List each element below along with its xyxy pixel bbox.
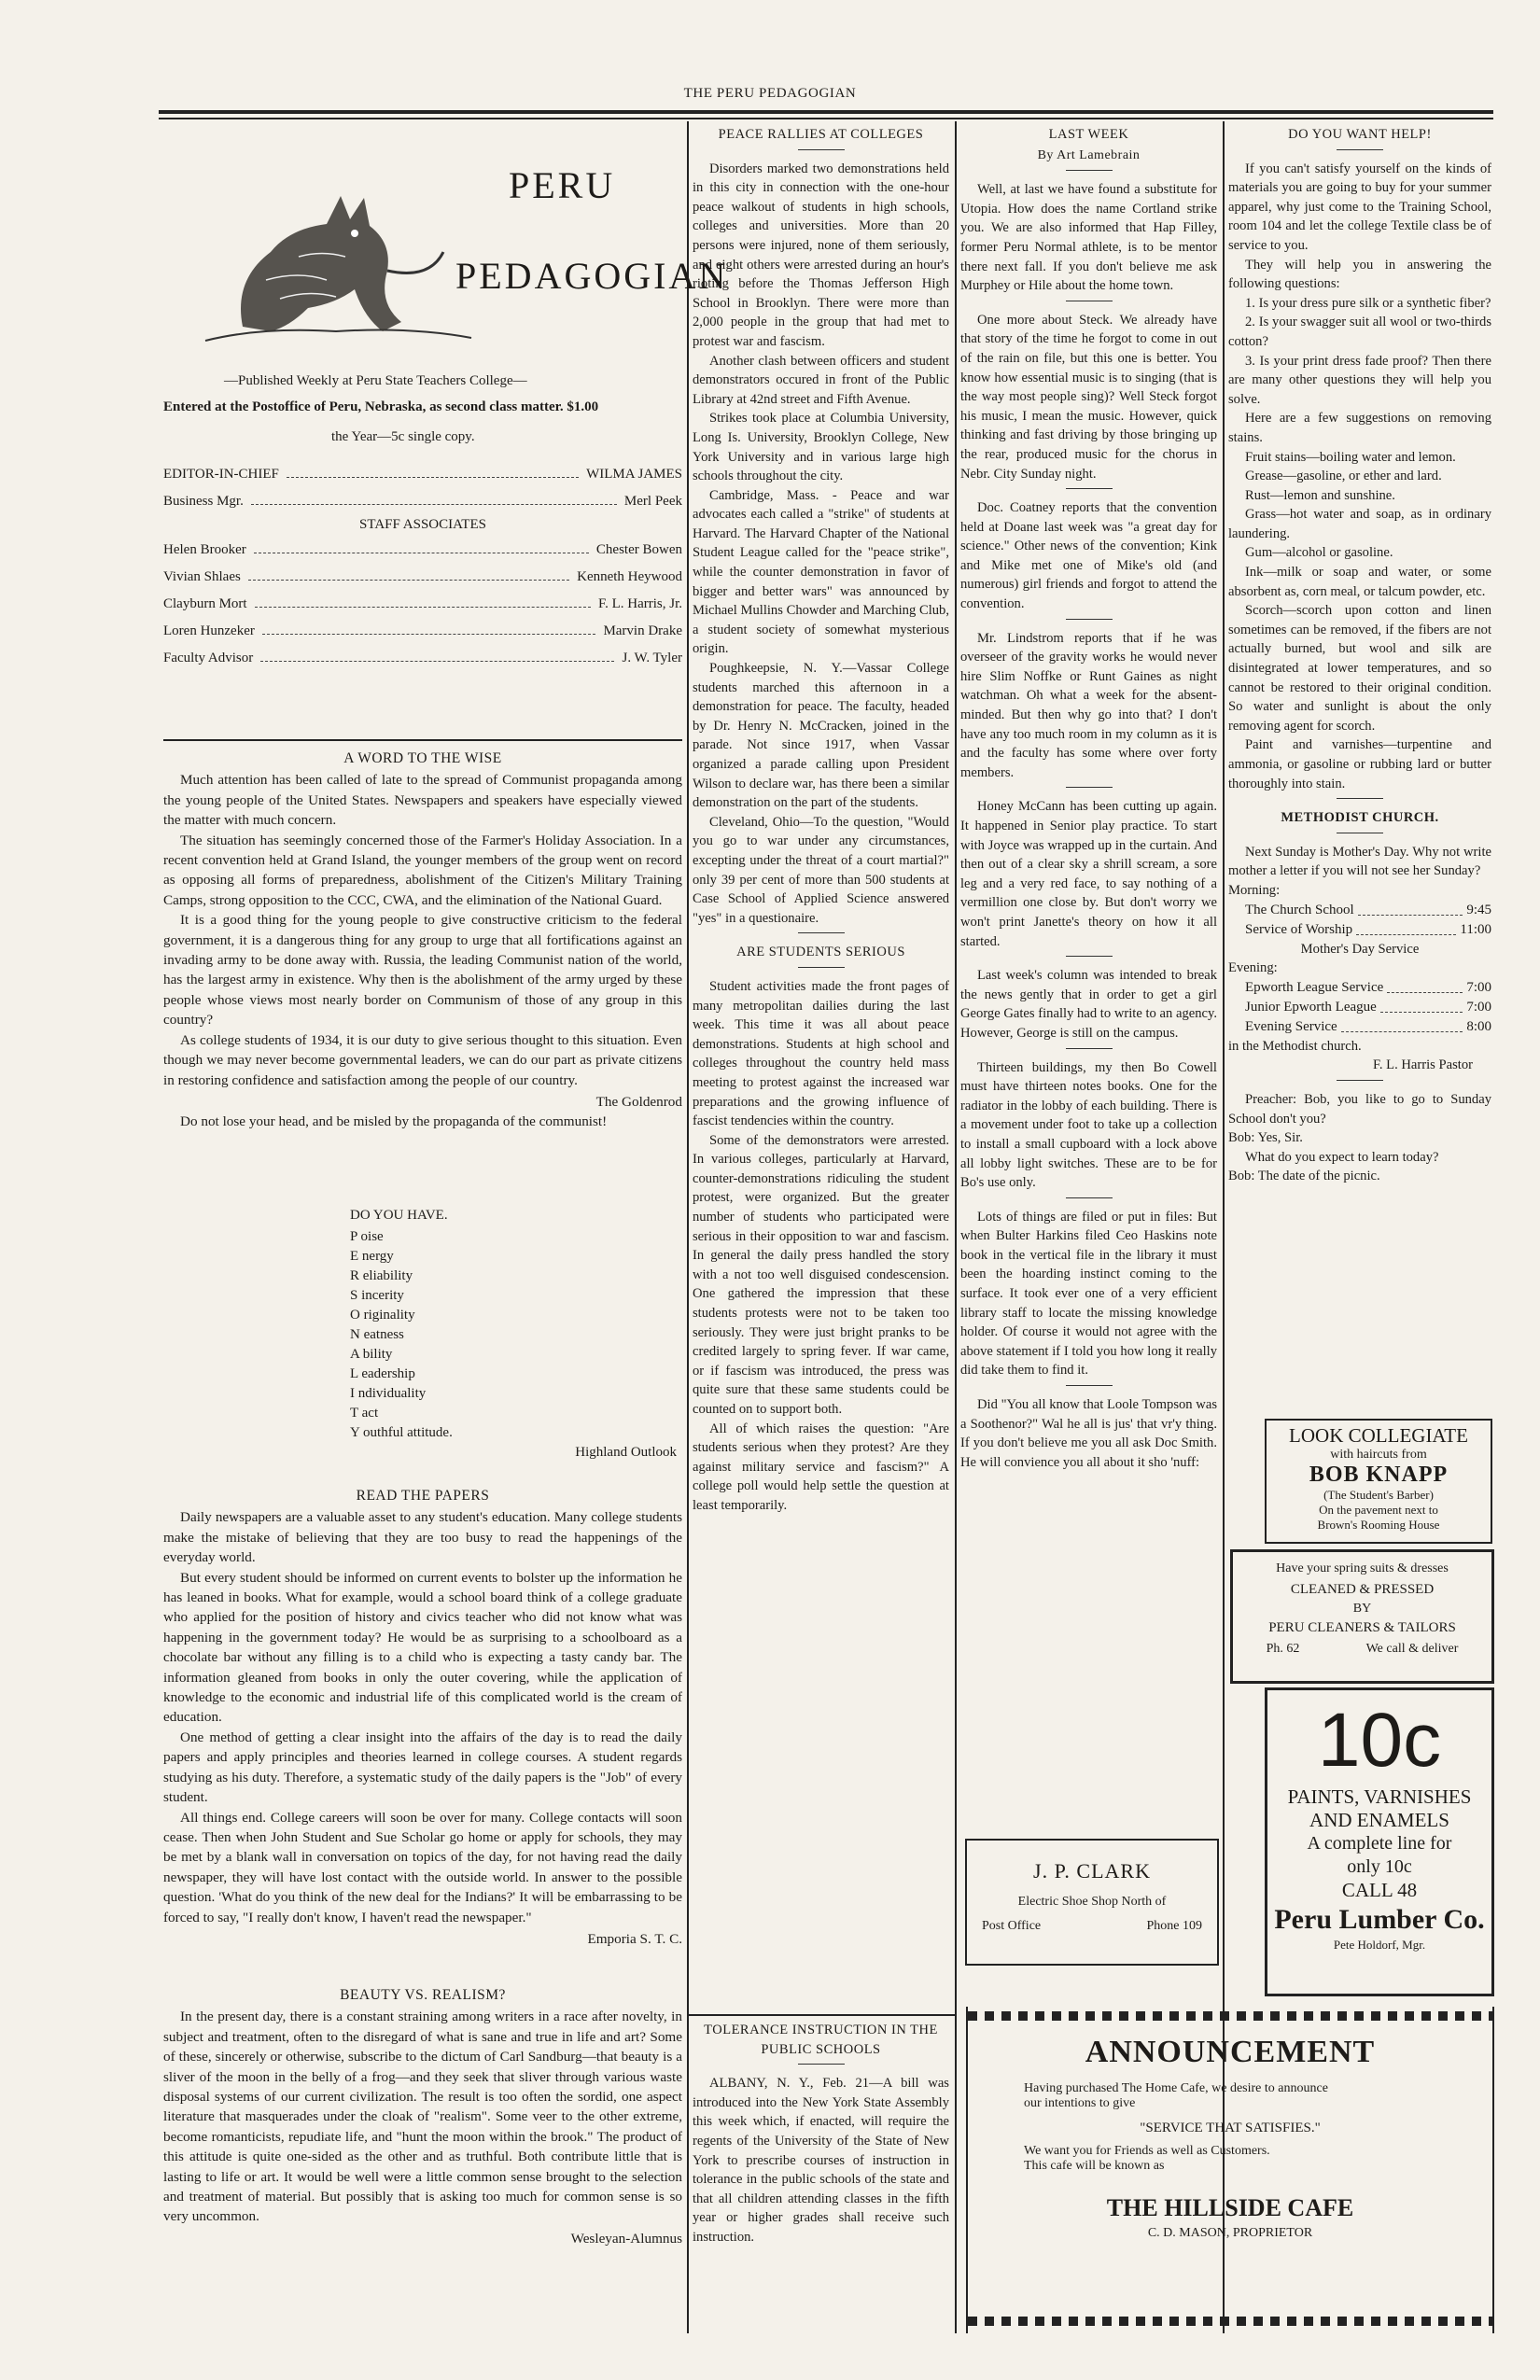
tolerance-rule: [689, 2014, 955, 2016]
acrostic-line: R eliability: [350, 1268, 413, 1283]
staff-advisor-row: [163, 651, 682, 666]
staff-editor-row: [163, 467, 682, 483]
help-stain: Grass—hot water and soap, as in ordinary laundering.: [1228, 507, 1491, 541]
staff-right: Chester Bowen: [595, 542, 682, 557]
word-to-wise-article: [163, 747, 682, 1132]
service-label: Junior Epworth League: [1245, 999, 1377, 1015]
read-papers-paragraph: All things end. College careers will soon be over for many. College contacts will soon cease. Then when John Student and Sue Scholar go home or apply for schools, they may be met by a blank wall in conversation on topics of the day, for not having read the daily newspaper, they will have lost contact with the outside world. In answer to the possible question. 'What do you think of the new deal for the Indians?' It will be embarrassing to be forced to say, "I really don't know, I haven't read the newspaper.": [163, 1809, 682, 1925]
staff-right: Marvin Drake: [603, 623, 682, 638]
lumber-line: only 10c: [1347, 1856, 1412, 1877]
masthead-peru: PERU: [509, 164, 616, 206]
cafe-line: We want you for Friends as well as Customers.: [1024, 2144, 1270, 2158]
last-week-paragraph: Well, at last we have found a substitute for Utopia. How does the name Cortland strike you. We are also informed that Hap Filley, former Peru Normal athlete, is to be mentor there next fall. If you don't believe me ask Murphey or Hile about the home town.: [960, 182, 1217, 294]
cafe-proprietor: C. D. MASON, PROPRIETOR: [1147, 2226, 1313, 2240]
lumber-line: PAINTS, VARNISHES: [1287, 1785, 1472, 1808]
tolerance-title: TOLERANCE INSTRUCTION IN THE PUBLIC SCHOOLS: [704, 2023, 938, 2057]
knapp-line: with haircuts from: [1330, 1448, 1427, 1462]
last-week-title: LAST WEEK: [1048, 127, 1129, 142]
last-week-byline: By Art Lamebrain: [1037, 147, 1141, 162]
help-intro: They will help you in answering the following questions:: [1228, 257, 1491, 292]
cafe-name: THE HILLSIDE CAFE: [1106, 2194, 1354, 2221]
cafe-announcement: ANNOUNCEMENT: [1085, 2035, 1376, 2069]
service-label: The Church School: [1245, 902, 1354, 917]
staff-left: Helen Brooker: [163, 542, 246, 557]
methodist-dialogue: Preacher: Bob, you like to go to Sunday School don't you?: [1228, 1091, 1491, 1127]
column-divider: [687, 121, 689, 2333]
cleaners-line: Have your spring suits & dresses: [1276, 1561, 1449, 1575]
lumber-line: AND ENAMELS: [1309, 1809, 1449, 1831]
last-week-column: [960, 123, 1217, 1472]
peace-paragraph: Poughkeepsie, N. Y.—Vassar College students marched this afternoon in a demonstration for peace. The faculty, headed by Dr. Henry N. McCracken, joined in the parade. Not since 1917, when Vassar organized a parade calling upon President Wilson to declare war, has there been a similar demonstration on the part of the students.: [693, 661, 949, 811]
acrostic-line: P oise: [350, 1229, 384, 1244]
serious-title: ARE STUDENTS SERIOUS: [736, 945, 905, 960]
beauty-paragraph: In the present day, there is a constant straining among writers in a race after novelty, in subject and treatment, often to the disregard of what is sane and true in life and art? Some of these, sincerely or otherwise, subscribe to the dictum of Carl Sandburg—that beauty is a sliver of the moon in the belly of a frog—and they seek that sliver through various waste disposal systems of our current civilization. The result is too often the sordid, one aspect literature that masquerades under the cloak of "realism". Some veer to the other extreme, become romanticists, repudiate life, and "hunt the moon within the brook." The product of this attitude is quite one-sided as the other and as truthful. Both contribute little that is lasting to life or art. It would be well were a little common sense brought to the selection and treatment of material. But possibly that is asking too much for common sense is so very uncommon.: [163, 2009, 682, 2225]
last-week-paragraph: Honey McCann has been cutting up again. It happened in Senior play practice. To start with Joyce was wrapped up in the curtain. And then out of a clear sky a shrill scream, a sore leg and a very red face, to say nothing of a vermillion one close by. But don't worry we won't print Janette's theory on how it all started.: [960, 799, 1217, 949]
beauty-source: Wesleyan-Alumnus: [570, 2230, 682, 2247]
help-question: 1. Is your dress pure silk or a synthetic fiber?: [1245, 295, 1491, 311]
staff-editor-label: EDITOR-IN-CHIEF: [163, 467, 279, 482]
last-week-paragraph: Lots of things are filed or put in files: But when Bulter Harkins filed Ceo Haskins note book in the vertical file in the library it must been the hoarding instinct coming to the surface. It took ever one of a very efficient library staff to locate the missing knowledge holder. Of course it would not agree with the above statement if I told you how long it really did take them to find it.: [960, 1209, 1217, 1379]
cleaners-ad: [1230, 1549, 1494, 1684]
methodist-evening: Evening:: [1228, 960, 1278, 976]
knapp-line: LOOK COLLEGIATE: [1289, 1424, 1468, 1447]
staff-row: [163, 596, 682, 612]
methodist-morning: Morning:: [1228, 882, 1281, 898]
serious-paragraph: Student activities made the front pages of many metropolitan dailies during the last week. This time it was all about peace demonstrations. Students at high school and colleges throughout the country held mass meeting to protest against the increased war preparations and the growing influence of fascist tendencies within the country.: [693, 978, 949, 1129]
beauty-article: [163, 1983, 682, 2248]
staff-row: [163, 623, 682, 639]
read-papers-paragraph: Daily newspapers are a valuable asset to any student's education. Many college students make the mistake of believing that they are too busy to read the happenings of the everyday world.: [163, 1509, 682, 1566]
acrostic-line: T act: [350, 1406, 379, 1421]
bobcat-illustration: [187, 140, 485, 355]
staff-associates-heading: STAFF ASSOCIATES: [359, 517, 486, 532]
top-rule-thin: [159, 118, 1493, 119]
help-stain: Scorch—scorch upon cotton and linen sometimes can be removed, if the fibers are not actually burned, but wool and silk are disintegrated at lower temperatures, and so cannot be restored to their original condition. So water and sunlight is about the only removing agent for scorch.: [1228, 603, 1491, 734]
methodist-mothers: Mother's Day Service: [1300, 941, 1420, 957]
read-papers-source: Emporia S. T. C.: [587, 1930, 682, 1947]
help-stain: Rust—lemon and sunshine.: [1245, 487, 1395, 503]
help-stain: Paint and varnishes—turpentine and ammonia, or gasoline or rubbing lard or butter thoroughly into stain.: [1228, 737, 1491, 791]
lumber-ad: [1265, 1687, 1494, 1996]
cafe-slogan: "SERVICE THAT SATISFIES.": [1140, 2121, 1321, 2135]
help-stain: Ink—milk or soap and water, or some absorbent as, corn meal, or talcum powder, etc.: [1228, 565, 1491, 599]
knapp-ad: [1265, 1419, 1492, 1544]
last-week-paragraph: One more about Steck. We already have that story of the time he forgot to come in out of the rain on file, but this one is better. You know how essential music is to singing (that is the way most people sing)? Well Steck forgot his music, I mean the music. However, quick thinking and fast driving by those bringing up the rear, produced music for the chorus in Nebr. City Sunday night.: [960, 312, 1217, 482]
clark-name: J. P. CLARK: [1033, 1859, 1151, 1883]
staff-left: Loren Hunzeker: [163, 623, 255, 638]
service-time: 9:45: [1466, 902, 1491, 917]
service-time: 8:00: [1466, 1018, 1491, 1034]
peace-paragraph: Another clash between officers and student demonstrators occured in front of the Public Library at 42nd street and Fifth Avenue.: [693, 353, 949, 407]
last-week-paragraph: Last week's column was intended to break the news gently that in order to get a girl George Gates finally had to write to an agency. However, George is still on the campus.: [960, 968, 1217, 1041]
last-week-paragraph: Mr. Lindstrom reports that if he was overseer of the gravity works he would never hire Slim Noffke or Runt Gaines as night watchman. Oh what a week for the absent-minded. But then why go into that? I don't have any too much room in my column as it is and the faculty has some where over forty members.: [960, 630, 1217, 780]
cafe-border-top: [968, 2011, 1492, 2021]
service-label: Evening Service: [1245, 1018, 1337, 1034]
do-you-have-poem: [350, 1206, 677, 1463]
lumber-line: A complete line for: [1307, 1833, 1452, 1854]
methodist-dialogue: Bob: Yes, Sir.: [1228, 1130, 1303, 1146]
cleaners-line: We call & deliver: [1365, 1642, 1459, 1656]
peace-paragraph: Cambridge, Mass. - Peace and war advocates each called a "strike" of students at Harvard. The Harvard Chapter of the National Student League called for the "peace strike", while the counter demonstration in favor of bigger and better wars" was announced by Michael Mullins Chowder and Marching Club, a student society of somewhat mysterious origin.: [693, 487, 949, 657]
word-to-wise-title: A WORD TO THE WISE: [343, 750, 502, 766]
staff-box: [163, 467, 682, 678]
serious-paragraph: All of which raises the question: "Are students serious when they protest? Are they against military service and fascism?" A college poll would help settle the question at least temporarily.: [693, 1421, 949, 1513]
word-to-wise-paragraph: The situation has seemingly concerned those of the Farmer's Holiday Association. In a recent convention held at Grand Island, the younger members of the group went on record as opposing all forms of preparedness, abolishment of the Citizen's Military Training Camps, strong opposition to the CCC, CWA, and the elimination of the National Guard.: [163, 832, 682, 908]
staff-right: Kenneth Heywood: [577, 569, 682, 584]
do-you-have-source: Highland Outlook: [575, 1445, 677, 1460]
staff-left: Clayburn Mort: [163, 596, 247, 611]
peace-paragraph: Cleveland, Ohio—To the question, "Would you go to war under any circumstances, excepting under the threat of a court martial?" only 39 per cent of more than 500 students at Case School of Applied Science answered "yes" in a questionaire.: [693, 814, 949, 926]
clark-ad: [965, 1839, 1219, 1966]
staff-business-name: Merl Peek: [623, 494, 682, 509]
help-title: DO YOU WANT HELP!: [1288, 127, 1432, 142]
acrostic-line: O riginality: [350, 1308, 415, 1323]
acrostic-line: L eadership: [350, 1366, 415, 1381]
staff-advisor-label: Faculty Advisor: [163, 651, 254, 665]
lumber-phone: CALL 48: [1341, 1879, 1418, 1901]
cafe-border-bottom: [968, 2317, 1492, 2326]
help-article: [1228, 123, 1491, 1186]
lumber-price: 10c: [1317, 1698, 1442, 1783]
word-to-wise-source: The Goldenrod: [595, 1093, 682, 1110]
peace-paragraph: Strikes took place at Columbia University, Long Is. University, Brooklyn College, New York University and in various large high schools throughout the city.: [693, 411, 949, 484]
help-stain: Fruit stains—boiling water and lemon.: [1245, 449, 1456, 465]
methodist-pastor: F. L. Harris Pastor: [1372, 1057, 1473, 1073]
word-to-wise-paragraph: As college students of 1934, it is our duty to give serious thought to this situation. Even though we may never become governmental leaders, we can do our part as private citizens in restoring confidence and satisfaction among the people of our country.: [163, 1031, 682, 1088]
tolerance-article: [693, 2019, 949, 2247]
staff-row: [163, 569, 682, 585]
acrostic-line: S incerity: [350, 1288, 404, 1303]
methodist-dialogue: Bob: The date of the picnic.: [1228, 1169, 1380, 1184]
cleaners-line: BY: [1352, 1602, 1372, 1616]
staff-rule: [163, 739, 682, 741]
staff-business-row: [163, 494, 682, 510]
help-intro: If you can't satisfy yourself on the kinds of materials you are going to buy for your summer apparel, why just come to the Training School, room 104 and let the college Textile class be of service to you.: [1228, 161, 1491, 253]
word-to-wise-paragraph: It is a good thing for the young people to give constructive criticism to the federal government, it is a dangerous thing for any group to urge that all fortifications against an invading army to be done away with. Russia, the leading Communist nation of the world, has the largest army in existence. Why then is the abolishment of the army urged by these people whose views most nearly border on Communism of those of any group in this country?: [163, 912, 682, 1029]
acrostic-line: I ndividuality: [350, 1386, 427, 1401]
methodist-title: METHODIST CHURCH.: [1281, 810, 1439, 826]
tolerance-paragraph: ALBANY, N. Y., Feb. 21—A bill was introduced into the New York State Assembly this week which, if enacted, will require the regents of the University of the State of New York to prescribe courses of instruction in tolerance in the public schools of the state and that all children attending classes in the fifth year or higher grades shall receive such instruction.: [693, 2076, 949, 2245]
clark-line: Post Office: [982, 1919, 1042, 1933]
cleaners-name: PERU CLEANERS & TAILORS: [1268, 1620, 1456, 1635]
serious-paragraph: Some of the demonstrators were arrested. In various colleges, particularly at Harvard, counter-demonstrations ridiculing the student protest, were organized. But the greater number of students who participated were serious in their opposition to war and fascism. In general the daily press handled the story with a not too well disguised condescension. One gathered the impression that these students protests were not to be taken too seriously. They were just bright pranks to be credited largely to spring fever. If war came, or if fascism was introduced, the press was quite sure that these same students could be counted on to support both.: [693, 1132, 949, 1417]
lumber-line: Pete Holdorf, Mgr.: [1333, 1938, 1426, 1952]
cafe-line: Having purchased The Home Cafe, we desire to announce: [1024, 2081, 1328, 2095]
help-question: 3. Is your print dress fade proof? Then there are many other questions they will help you solve.: [1228, 353, 1491, 407]
acrostic-line: A bility: [350, 1347, 393, 1362]
service-time: 7:00: [1466, 999, 1491, 1015]
acrostic-line: E nergy: [350, 1249, 394, 1264]
staff-editor-name: WILMA JAMES: [586, 467, 682, 482]
last-week-paragraph: Did "You all know that Loole Tompson was a Soothenor?" Wal he all is jus' that vr'y thing. If you don't believe me you all ask Doc Smith. He will convience you all about it sho 'nuff:: [960, 1397, 1217, 1470]
running-title: THE PERU PEDAGOGIAN: [683, 86, 857, 101]
knapp-line: (The Student's Barber): [1323, 1488, 1434, 1502]
masthead-price: the Year—5c single copy.: [331, 429, 475, 444]
service-time: 11:00: [1460, 921, 1491, 937]
service-time: 7:00: [1466, 979, 1491, 995]
staff-advisor-name: J. W. Tyler: [622, 651, 682, 665]
staff-right: F. L. Harris, Jr.: [597, 596, 682, 611]
word-to-wise-closing: Do not lose your head, and be misled by the propaganda of the communist!: [180, 1113, 608, 1130]
word-to-wise-paragraph: Much attention has been called of late to the spread of Communist propaganda among the young people of the United States. Newspapers and speakers have especially viewed the matter with much concern.: [163, 772, 682, 829]
read-papers-title: READ THE PAPERS: [356, 1488, 490, 1504]
help-stains-intro: Here are a few suggestions on removing stains.: [1228, 411, 1491, 445]
clark-line: Electric Shoe Shop North of: [1017, 1895, 1167, 1909]
read-papers-paragraph: But every student should be informed on current events to bolster up the information he has leaned in books. What for example, would a school board think of a college graduate who applied for the position of history and civics teacher who did not know what was happening in the government today? He would be as surprising to a schoolboard as a chocolate bar without any filling is to a child who is expecting a tasty candy bar. The information gleaned from books in only the outer covering, while the application of knowledge to the economic and industrial life of this complicated world is the cream of education.: [163, 1569, 682, 1726]
staff-left: Vivian Shlaes: [163, 569, 241, 584]
service-label: Epworth League Service: [1245, 979, 1384, 995]
last-week-paragraph: Doc. Coatney reports that the convention held at Doane last week was "a great day for science." Other news of the convention; Kink and Mike met one of Mike's old (and numerous) girl friends and forgot to attend the convention.: [960, 500, 1217, 612]
methodist-place: in the Methodist church.: [1228, 1038, 1362, 1054]
knapp-line: On the pavement next to: [1319, 1503, 1438, 1517]
masthead-published: —Published Weekly at Peru State Teachers College—: [224, 373, 527, 388]
staff-row: [163, 542, 682, 558]
do-you-have-title: DO YOU HAVE.: [350, 1208, 448, 1223]
masthead-entered: Entered at the Postoffice of Peru, Nebraska, as second class matter. $1.00: [163, 399, 599, 414]
help-stain: Grease—gasoline, or ether and lard.: [1245, 469, 1442, 484]
cafe-line: our intentions to give: [1024, 2096, 1136, 2110]
help-question: 2. Is your swagger suit all wool or two-thirds cotton?: [1228, 315, 1491, 349]
acrostic-line: N eatness: [350, 1327, 404, 1342]
column-divider: [955, 121, 957, 2333]
clark-phone: Phone 109: [1146, 1919, 1202, 1933]
peace-title: PEACE RALLIES AT COLLEGES: [718, 127, 924, 142]
service-label: Service of Worship: [1245, 921, 1353, 937]
top-rule: [159, 110, 1493, 114]
column-divider: [1223, 121, 1225, 2333]
staff-business-label: Business Mgr.: [163, 494, 244, 509]
beauty-title: BEAUTY VS. REALISM?: [340, 1987, 506, 2003]
last-week-paragraph: Thirteen buildings, my then Bo Cowell must have thirteen notes books. One for the radiator in the lobby of each building. There is a movement under foot to take up a collection to install a small cupboard with a lock above all lobby light switches. These are to be for Bo's use only.: [960, 1059, 1217, 1191]
read-papers-article: [163, 1484, 682, 1949]
peace-article: [693, 123, 949, 1516]
knapp-name: BOB KNAPP: [1309, 1463, 1449, 1487]
methodist-dialogue: What do you expect to learn today?: [1245, 1149, 1439, 1165]
cafe-line: This cafe will be known as: [1024, 2159, 1165, 2173]
help-stain: Gum—alcohol or gasoline.: [1245, 545, 1393, 561]
cleaners-line: CLEANED & PRESSED: [1290, 1582, 1435, 1597]
lumber-name: Peru Lumber Co.: [1274, 1904, 1485, 1935]
cafe-ad: [966, 2007, 1494, 2333]
knapp-line: Brown's Rooming House: [1317, 1518, 1440, 1532]
peace-paragraph: Disorders marked two demonstrations held in this city in connection with the one-hour peace walkout of students in high schools, colleges and universities. More than 20 persons were injured, none of them seriously, and eight others were arrested during an hour's rioting before the Thomas Jefferson High School in Brooklyn. There were more than 2,000 people in the group that had met to protest war and fascism.: [693, 161, 949, 349]
cleaners-phone: Ph. 62: [1266, 1642, 1300, 1656]
masthead-pedagogian: PEDAGOGIAN: [455, 255, 729, 297]
acrostic-line: Y outhful attitude.: [350, 1425, 453, 1440]
methodist-intro: Next Sunday is Mother's Day. Why not write mother a letter if you will not see her Sunday?: [1228, 844, 1491, 879]
read-papers-paragraph: One method of getting a clear insight into the affairs of the day is to read the daily papers and apply principles and theories learned in college courses. A student regards studying as his duty. Therefore, a systematic study of the daily papers is the "Job" of every student.: [163, 1729, 682, 1806]
